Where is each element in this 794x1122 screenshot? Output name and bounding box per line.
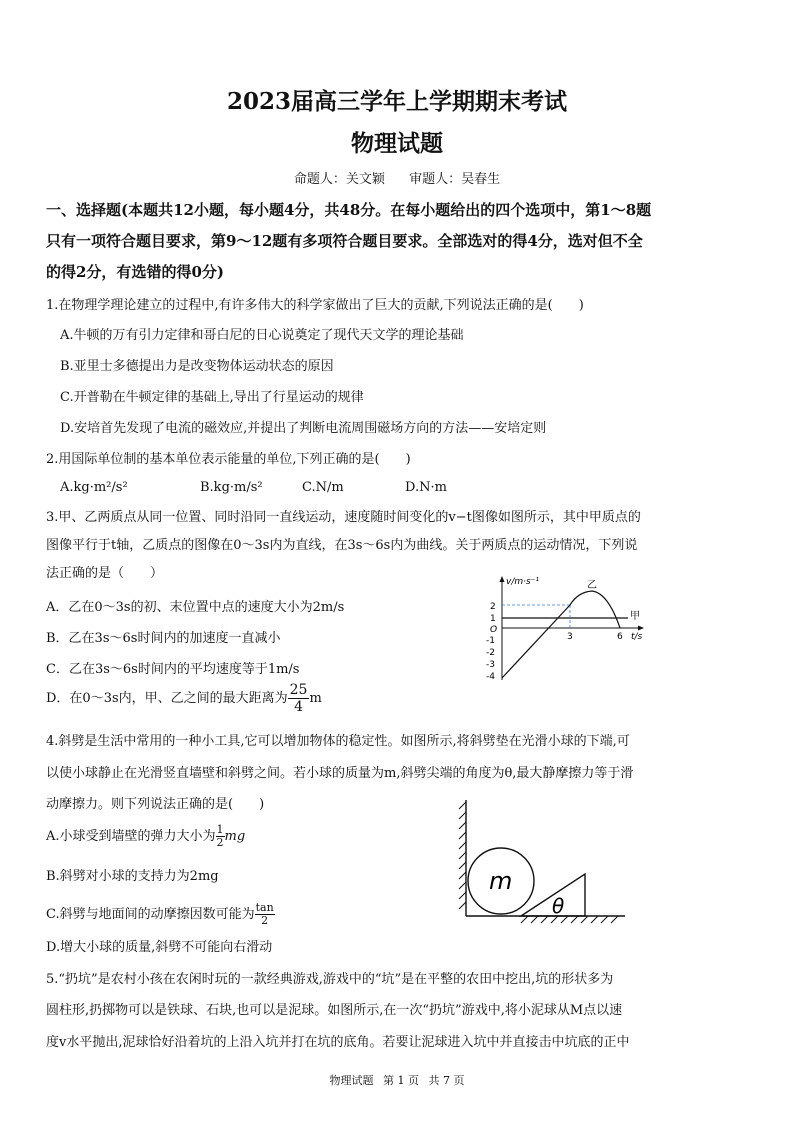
q2-stem: 2.用国际单位制的基本单位表示能量的单位,下列正确的是( ) [46,452,411,467]
q3-option-b: B．乙在3s～6s时间内的加速度一直减小 [46,631,281,646]
q4-option-b: B.斜劈对小球的支持力为2mg [46,869,219,884]
footer-total: 共 7 页 [428,1074,465,1087]
jia-label: 甲 [630,611,640,622]
q4-option-c [46,902,275,927]
x-axis-label: t/s [631,632,643,642]
q4-stem-line2: 以使小球静止在光滑竖直墙壁和斜劈之间。若小球的质量为m,斜劈尖端的角度为θ,最大静摩擦力等于滑 [46,766,634,781]
q2-option-d: D.N·m [405,480,447,495]
q5-line3: 度v水平抛出,泥球恰好沿着坑的上沿入坑并打在坑的底角。若要让泥球进入坑中并直接击中坑底的正中 [46,1035,630,1050]
q4-c-denominator: 2 [261,914,269,927]
vt-y-axis-arrow [500,576,505,582]
q4-option-a-fraction [216,824,225,849]
y-tick-neg1: -1 [486,636,495,646]
q4-a-numerator: 1 [216,823,224,836]
footer-subject: 物理试题 [329,1074,374,1087]
ground-hatching [521,916,618,923]
q2-option-c: C.N/m [302,480,344,495]
yi-label: 乙 [587,580,597,591]
q3-d-numerator: 25 [289,682,308,698]
q3-stem-line3: 法正确的是（ ） [46,566,164,581]
q5-line1: 5.“扔坑”是农村小孩在农闲时玩的一款经典游戏,游戏中的“坑”是在平整的农田中挖出,坑的形状多为 [46,972,614,987]
proposer: 命题人：关文颖 [293,172,385,187]
section-heading-line3: 的得2分，有选错的得0分) [46,263,224,281]
footer-page: 第 1 页 [383,1074,419,1087]
q4-a-denominator: 2 [216,836,224,849]
y-tick-2: 2 [490,602,496,612]
page-footer [0,1072,794,1088]
q1-stem: 1.在物理学理论建立的过程中,有许多伟大的科学家做出了巨大的贡献,下列说法正确的是( ) [46,298,584,313]
exam-title: 2023届高三学年上学期期末考试 [226,88,567,115]
q3-stem-line1: 3.甲、乙两质点从同一位置、同时沿同一直线运动，速度随时间变化的v−t图像如图所示，其中甲质点的 [46,510,641,525]
vt-x-axis-arrow [638,626,644,631]
x-tick-6: 6 [617,632,623,642]
y-tick-1: 1 [490,614,496,624]
q3-option-d-text: D．在0～3s内，甲、乙之间的最大距离为 [46,691,288,706]
y-axis-label: v/m·s⁻¹ [506,577,540,587]
y-tick-neg2: -2 [486,648,495,658]
q4-option-a [46,824,245,849]
section-heading-line1: 一、选择题(本题共12小题，每小题4分，共48分。在每小题给出的四个选项中，第1～8题 [46,201,652,219]
q1-option-d: D.安培首先发现了电流的磁效应,并提出了判断电流周围磁场方向的方法——安培定则 [60,421,547,436]
q5-line2: 圆柱形,扔掷物可以是铁球、石块,也可以是泥球。如图所示,在一次“扔坑”游戏中,将小泥球从M点以速 [46,1003,623,1018]
q3-option-d [46,682,322,715]
q1-option-a: A.牛顿的万有引力定律和哥白尼的日心说奠定了现代天文学的理论基础 [60,328,464,343]
q3-option-d-unit: m [309,691,322,706]
yi-curve-segment [570,591,620,628]
q4-stem-line1: 4.斜劈是生活中常用的一种小工具,它可以增加物体的稳定性。如图所示,将斜劈垫在光滑小球的下端,可 [46,734,630,749]
q3-option-c: C．乙在3s～6s时间内的平均速度等于1m/s [46,662,300,677]
exam-subject-title: 物理试题 [351,130,443,157]
q3-stem-line2: 图像平行于t轴，乙质点的图像在0～3s内为直线，在3s～6s内为曲线。关于两质点的运动情况，下列说 [46,538,638,553]
q4-option-d: D.增大小球的质量,斜劈不可能向右滑动 [46,940,273,955]
q4-option-c-text: C.斜劈与地面间的动摩擦因数可能为 [46,907,255,922]
y-tick-neg4: -4 [486,672,495,682]
q3-option-a: A．乙在0～3s的初、末位置中点的速度大小为2m/s [46,600,345,615]
q2-option-a: A.kg·m²/s² [60,480,128,495]
q3-d-denominator: 4 [294,699,304,715]
wedge-ball-figure [455,795,630,925]
wall-hatching [459,802,466,909]
q4-c-numerator: tan [255,901,274,914]
q1-option-b: B.亚里士多德提出力是改变物体运动状态的原因 [60,359,334,374]
exam-authors [0,168,794,187]
q4-option-a-text: A.小球受到墙壁的弹力大小为 [46,829,216,844]
wedge-angle-label: θ [552,894,565,918]
vt-graph-figure [480,572,660,687]
q1-option-c: C.开普勒在牛顿定律的基础上,导出了行星运动的规律 [60,390,364,405]
yi-line-segment [502,605,570,678]
q4-option-a-mg: mg [224,829,246,844]
q4-stem-line3: 动摩擦力。则下列说法正确的是( ) [46,797,265,812]
section-heading-line2: 只有一项符合题目要求，第9～12题有多项符合题目要求。全部选对的得4分，选对但不全 [46,232,643,250]
x-tick-3: 3 [567,632,573,642]
q4-option-c-fraction [255,902,275,927]
ball-mass-label: m [489,867,513,895]
y-tick-neg3: -3 [486,660,495,670]
q3-option-d-fraction [288,682,310,715]
origin-label: O [490,625,498,635]
reviewer: 审题人：吴春生 [409,172,501,187]
q2-option-b: B.kg·m/s² [200,480,263,495]
